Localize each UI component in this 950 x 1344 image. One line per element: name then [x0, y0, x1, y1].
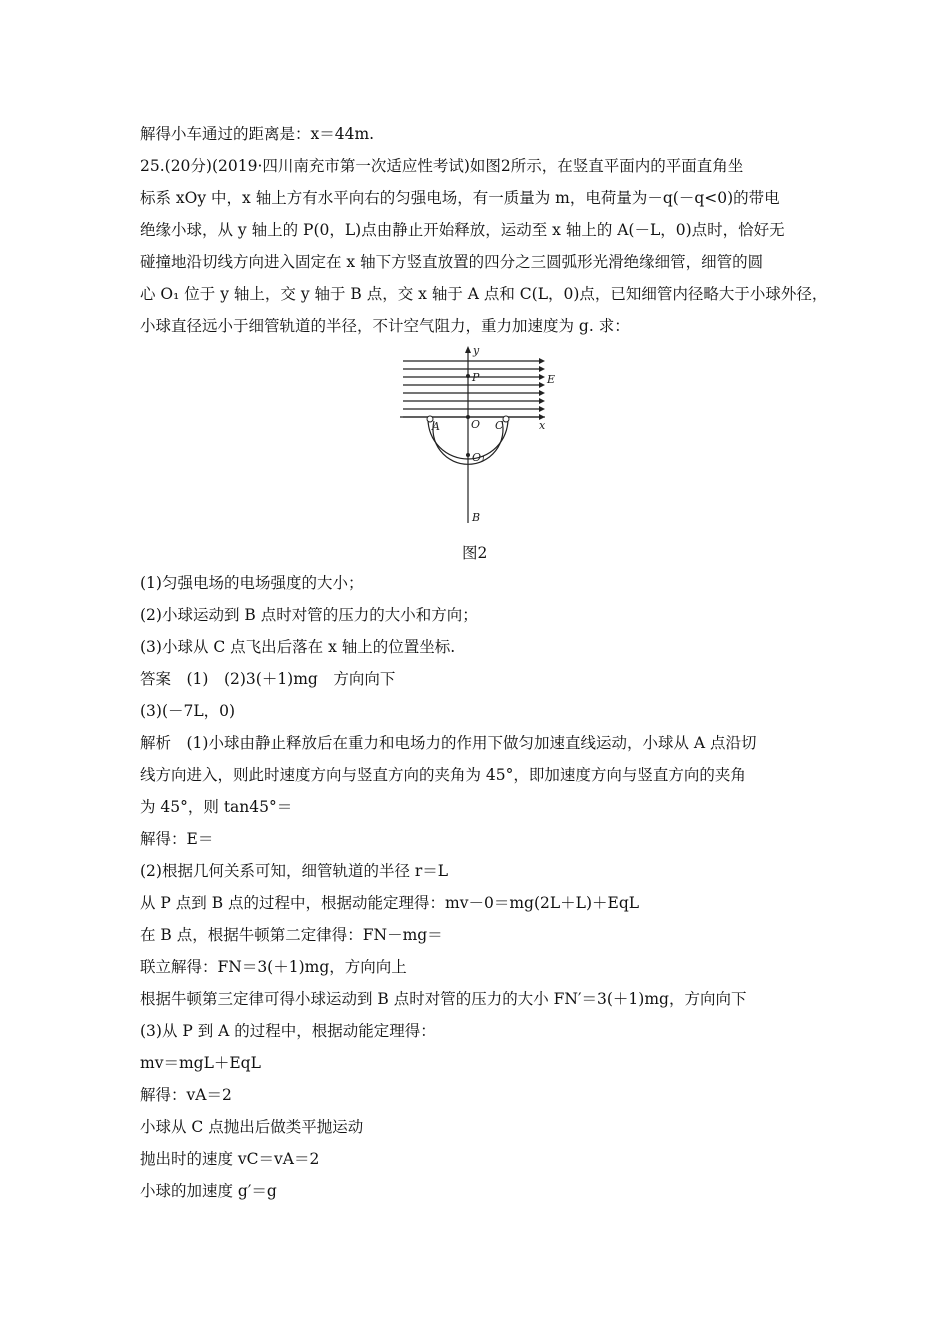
text-line-2: 25.(20分)(2019·四川南充市第一次适应性考试)如图2所示，在竖直平面内的平面直角坐	[140, 157, 744, 175]
label-c: C	[495, 419, 504, 432]
field-lines	[403, 361, 543, 417]
analysis-line-12: 解得：vA＝2	[140, 1086, 232, 1104]
label-o1: O₁	[472, 451, 486, 464]
analysis-line-13: 小球从 C 点抛出后做类平抛运动	[140, 1118, 364, 1136]
text-line-4: 绝缘小球，从 y 轴上的 P(0，L)点由静止开始释放，运动至 x 轴上的 A(－L，0)点时，恰好无	[140, 221, 785, 239]
label-e: E	[547, 373, 556, 386]
analysis-line-10: (3)从 P 到 A 的过程中，根据动能定理得：	[140, 1022, 436, 1040]
question-2: (2)小球运动到 B 点时对管的压力的大小和方向；	[140, 606, 478, 624]
label-b: B	[472, 511, 481, 524]
analysis-line-1: 解析 (1)小球由静止释放后在重力和电场力的作用下做匀加速直线运动，小球从 A 点沿切	[140, 734, 757, 752]
question-1: (1)匀强电场的电场强度的大小；	[140, 574, 364, 592]
analysis-line-2: 线方向进入，则此时速度方向与竖直方向的夹角为 45°，即加速度方向与竖直方向的夹角	[140, 766, 746, 784]
point-o1	[466, 453, 470, 457]
label-y: y	[473, 344, 480, 357]
question-3: (3)小球从 C 点飞出后落在 x 轴上的位置坐标.	[140, 638, 456, 656]
figure-diagram	[395, 343, 570, 528]
analysis-line-14: 抛出时的速度 vC＝vA＝2	[140, 1150, 320, 1168]
label-p: P	[472, 371, 480, 384]
analysis-line-5: (2)根据几何关系可知，细管轨道的半径 r＝L	[140, 862, 449, 880]
label-a: A	[432, 420, 440, 433]
text-line-1: 解得小车通过的距离是：x＝44m.	[140, 125, 375, 143]
analysis-line-8: 联立解得：FN＝3(＋1)mg，方向向上	[140, 958, 407, 976]
analysis-line-4: 解得：E＝	[140, 830, 214, 848]
analysis-line-9: 根据牛顿第三定律可得小球运动到 B 点时对管的压力的大小 FN′＝3(＋1)mg，方向向下	[140, 990, 747, 1008]
text-line-5: 碰撞地沿切线方向进入固定在 x 轴下方竖直放置的四分之三圆弧形光滑绝缘细管，细管的圆	[140, 253, 764, 271]
answer-line-1: 答案 (1) (2)3(＋1)mg 方向向下	[140, 670, 396, 688]
answer-line-2: (3)(－7L，0)	[140, 702, 236, 720]
point-p	[466, 374, 470, 378]
field-arrowheads	[539, 358, 545, 420]
label-x: x	[539, 419, 546, 432]
analysis-line-11: mv＝mgL＋EqL	[140, 1054, 261, 1072]
text-line-3: 标系 xOy 中，x 轴上方有水平向右的匀强电场，有一质量为 m，电荷量为－q(－q<0)的带电	[140, 189, 780, 207]
analysis-line-6: 从 P 点到 B 点的过程中，根据动能定理得：mv－0＝mg(2L＋L)＋EqL	[140, 894, 640, 912]
analysis-line-15: 小球的加速度 g′＝g	[140, 1182, 277, 1200]
text-line-7: 小球直径远小于细管轨道的半径，不计空气阻力，重力加速度为 g. 求：	[140, 317, 630, 335]
y-axis-arrow	[465, 346, 471, 353]
tube-end-c	[503, 416, 509, 422]
point-o	[466, 415, 470, 419]
analysis-line-3: 为 45°，则 tan45°＝	[140, 798, 293, 816]
figure-caption: 图2	[462, 544, 488, 562]
text-line-6: 心 O₁ 位于 y 轴上，交 y 轴于 B 点，交 x 轴于 A 点和 C(L，0)点，已知细管内径略大于小球外径，	[140, 285, 828, 303]
analysis-line-7: 在 B 点，根据牛顿第二定律得：FN－mg＝	[140, 926, 443, 944]
label-o: O	[471, 418, 481, 431]
